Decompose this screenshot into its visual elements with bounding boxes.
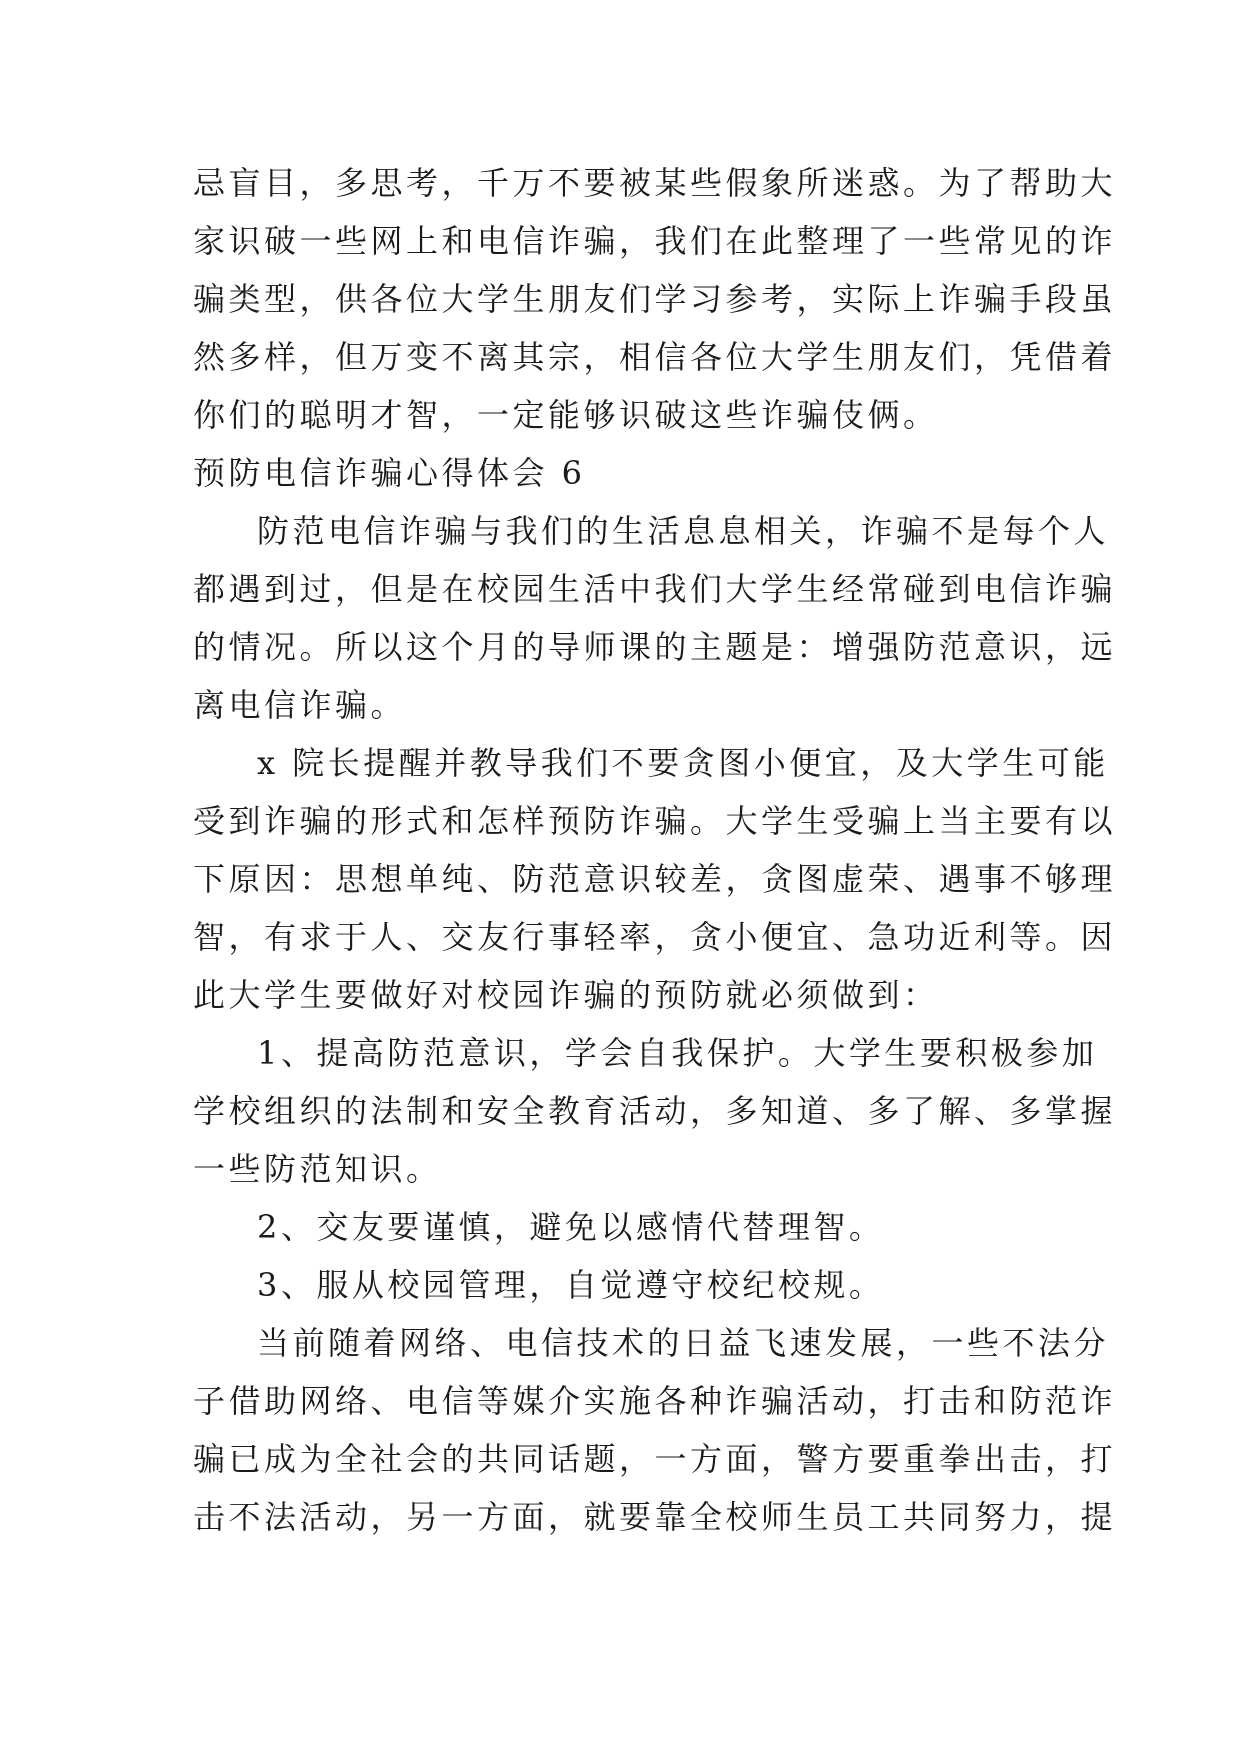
- text-line: 骗类型，供各位大学生朋友们学习参考，实际上诈骗手段虽: [193, 280, 1117, 318]
- text-line: 一些防范知识。: [193, 1150, 442, 1188]
- text-line: 防范电信诈骗与我们的生活息息相关，诈骗不是每个人: [257, 512, 1110, 550]
- text-line: 你们的聪明才智，一定能够识破这些诈骗伎俩。: [193, 396, 939, 434]
- text-line: 离电信诈骗。: [193, 686, 407, 724]
- section-heading: 预防电信诈骗心得体会 6: [193, 454, 586, 492]
- list-item-1: 1、提高防范意识，学会自我保护。大学生要积极参加: [257, 1034, 1098, 1072]
- text-line: 的情况。所以这个月的导师课的主题是：增强防范意识，远: [193, 628, 1117, 666]
- list-item-3: 3、服从校园管理，自觉遵守校纪校规。: [257, 1266, 885, 1304]
- text-line: 智，有求于人、交友行事轻率，贪小便宜、急功近利等。因: [193, 918, 1117, 956]
- text-line: 子借助网络、电信等媒介实施各种诈骗活动，打击和防范诈: [193, 1382, 1117, 1420]
- text-line: 忌盲目，多思考，千万不要被某些假象所迷惑。为了帮助大: [193, 164, 1117, 202]
- text-line: 当前随着网络、电信技术的日益飞速发展，一些不法分: [257, 1324, 1110, 1362]
- list-item-2: 2、交友要谨慎，避免以感情代替理智。: [257, 1208, 885, 1246]
- text-line: 此大学生要做好对校园诈骗的预防就必须做到：: [193, 976, 939, 1014]
- text-line: x 院长提醒并教导我们不要贪图小便宜，及大学生可能: [257, 744, 1109, 782]
- text-line: 学校组织的法制和安全教育活动，多知道、多了解、多掌握: [193, 1092, 1117, 1130]
- text-line: 骗已成为全社会的共同话题，一方面，警方要重拳出击，打: [193, 1440, 1117, 1478]
- text-line: 击不法活动，另一方面，就要靠全校师生员工共同努力，提: [193, 1498, 1117, 1536]
- text-line: 然多样，但万变不离其宗，相信各位大学生朋友们，凭借着: [193, 338, 1117, 376]
- text-line: 都遇到过，但是在校园生活中我们大学生经常碰到电信诈骗: [193, 570, 1117, 608]
- text-line: 下原因：思想单纯、防范意识较差，贪图虚荣、遇事不够理: [193, 860, 1117, 898]
- document-body: [193, 154, 1117, 1546]
- text-line: 受到诈骗的形式和怎样预防诈骗。大学生受骗上当主要有以: [193, 802, 1117, 840]
- text-line: 家识破一些网上和电信诈骗，我们在此整理了一些常见的诈: [193, 222, 1117, 260]
